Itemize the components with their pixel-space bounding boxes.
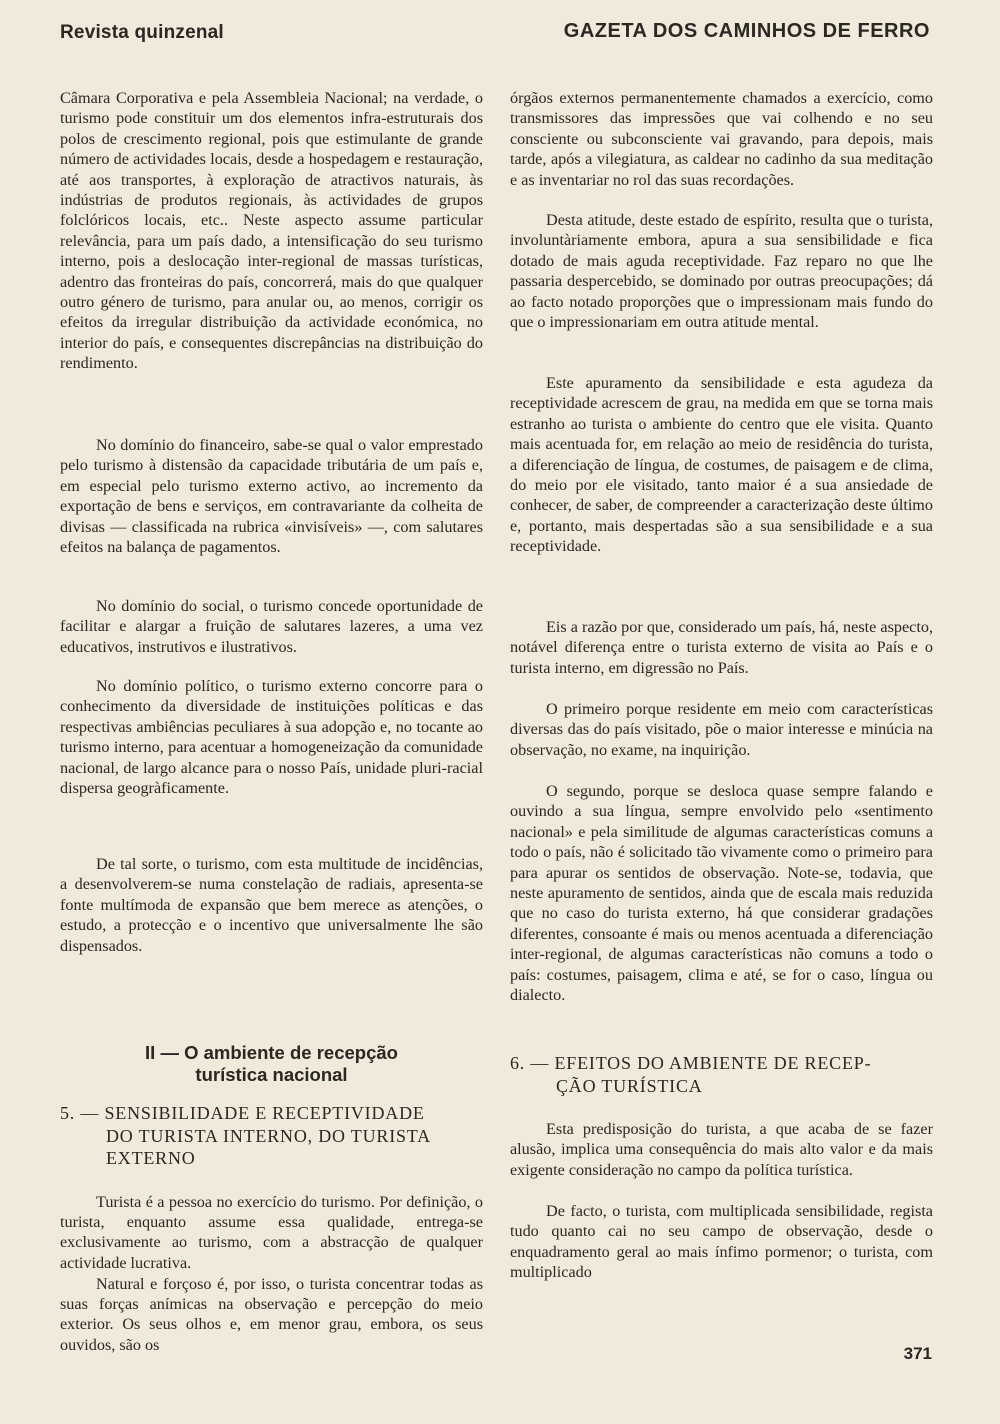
paragraph: No domínio do social, o turismo concede oportunidade de facilitar e alargar a fruição de salutares lazeres, a uma vez educativos, instrutivos e ilustrativos. (60, 597, 483, 656)
part-title-line: turística nacional (195, 1064, 348, 1085)
paragraph: No domínio do financeiro, sabe-se qual o valor emprestado pelo turismo à distensão da capacidade tributária de um país e, em especial pelo turismo externo activo, ao incremento da exportação de bens e serviços, em contravariante da colheita de divisas — classificada na rubrica «invisíveis» —, com salutares efeitos na balança de pagamentos. (60, 436, 483, 557)
paragraph: Natural e forçoso é, por isso, o turista concentrar todas as suas forças anímicas na observação e percepção do meio exterior. Os seus olhos e, em menor grau, embora, os seus ouvidos, são os (60, 1274, 483, 1354)
section-heading-line: 6. — EFEITOS DO AMBIENTE DE RECEP- (510, 1053, 872, 1073)
running-header-right: GAZETA DOS CAMINHOS DE FERRO (563, 20, 930, 42)
paragraph: De tal sorte, o turismo, com esta multitude de incidências, a desenvolverem-se numa constelação de radiais, apresenta-se fonte multímoda de expansão que bem merece as atenções, o estudo, a protecção e o incentivo que universalmente lhe são dispensados. (60, 855, 483, 955)
paragraph: De facto, o turista, com multiplicada sensibilidade, regista tudo quanto cai no seu campo de observação, desde o enquadramento geral ao mais ínfimo pormenor; o turista, com multiplicado (510, 1202, 933, 1282)
paragraph: O segundo, porque se desloca quase sempre falando e ouvindo a sua língua, sempre envolvido pelo «sentimento nacional» e pela similitude de algumas características comuns a todo o país, não é solicitado tão vivamente como o primeiro para para apurar os sentidos de observação. Note-se, todavia, que neste apuramento de sentidos, ainda que de escala mais reduzida que no caso do turista externo, há que considerar gradações diferentes, consoante é mais ou menos acentuada a diferenciação inter-regional, de algumas características não comuns a todo o país: costumes, paisagem, clima e até, se for o caso, língua ou dialecto. (510, 782, 933, 1005)
left-column (60, 88, 483, 1355)
paragraph: Eis a razão por que, considerado um país, há, neste aspecto, notável diferença entre o turista externo de visita ao País e o turista interno, em digressão no País. (510, 618, 933, 677)
paragraph: Este apuramento da sensibilidade e esta agudeza da receptividade acrescem de grau, na medida em que se torna mais estranho ao turista o ambiente do centro que ele visita. Quanto mais acentuada for, em relação ao meio de residência do turista, a diferenciação de língua, de costumes, de paisagem e de clima, do meio por ele visitado, tanto maior é a sua ansiedade de conhecer, de saber, de compreender a caracterização deste último e, portanto, mais despertadas são a sua sensibilidade e a sua receptividade. (510, 374, 933, 556)
paragraph: No domínio político, o turismo externo concorre para o conhecimento da diversidade de instituições políticas e das respectivas ambiências peculiares à sua adopção e, no tocante ao turismo interno, para acentuar a homogeneização da comunidade nacional, de largo alcance para o nosso País, unidade pluri-racial dispersa geogràficamente. (60, 677, 483, 798)
section-heading-5 (60, 1102, 483, 1170)
paragraph: Turista é a pessoa no exercício do turismo. Por definição, o turista, enquanto assume essa qualidade, entrega-se exclusivamente ao turismo, com a abstracção de qualquer actividade lucrativa. (60, 1192, 483, 1272)
section-heading-6 (510, 1052, 933, 1097)
paragraph: Esta predisposição do turista, a que acaba de se fazer alusão, implica uma consequência do mais alto valor e da mais exigente consideração no campo da política turística. (510, 1120, 933, 1179)
section-heading-line: 5. — SENSIBILIDADE E RECEPTIVIDADE (60, 1103, 425, 1123)
right-column (510, 88, 933, 1283)
section-heading-line: ÇÃO TURÍSTICA (556, 1075, 703, 1096)
page-number: 371 (903, 1344, 932, 1363)
part-title (60, 1042, 483, 1086)
paragraph: Câmara Corporativa e pela Assembleia Nacional; na verdade, o turismo pode constituir um dos elementos infra-estruturais dos polos de crescimento regional, pois que estimulante de grande número de actividades locais, desde a hospedagem e restauração, até aos transportes, à exploração de atractivos naturais, às indústrias de produtos regionais, às actividades de grupos folclóricos locais, etc.. Neste aspecto assume particular relevância, para um país dado, a intensificação do seu turismo interno, pois a deslocação inter-regional de massas turísticas, adentro das fronteiras do país, concorrerá, mais do que qualquer outro género de turismo, para anular ou, ao menos, corrigir os efeitos da irregular distribuição da actividade económica, no interior do país, e consequentes discrepâncias na distribuição do rendimento. (60, 89, 483, 373)
running-header-left: Revista quinzenal (60, 22, 224, 43)
paragraph: órgãos externos permanentemente chamados a exercício, como transmissores das impressões que vai colhendo e no seu consciente ou subconsciente vai gravando, para depois, mais tarde, após a vilegiatura, as caldear no cadinho da sua meditação e as inventariar no rol das suas recordações. (510, 89, 933, 189)
section-heading-line: DO TURISTA INTERNO, DO TURISTA (106, 1125, 431, 1146)
section-heading-line: EXTERNO (106, 1148, 196, 1168)
part-title-line: II — O ambiente de recepção (145, 1042, 398, 1063)
paragraph: Desta atitude, deste estado de espírito, resulta que o turista, involuntàriamente embora, apura a sua sensibilidade e fica dotado de mais aguda receptividade. Faz reparo no que lhe passaria despercebido, se dominado por outras preocupações; dá ao facto notado proporções que o impressionam mais fundo do que o impressionariam em outra atitude mental. (510, 211, 933, 332)
paragraph: O primeiro porque residente em meio com características diversas das do país visitado, põe o maior interesse e minúcia na observação, no exame, na inquirição. (510, 700, 933, 759)
